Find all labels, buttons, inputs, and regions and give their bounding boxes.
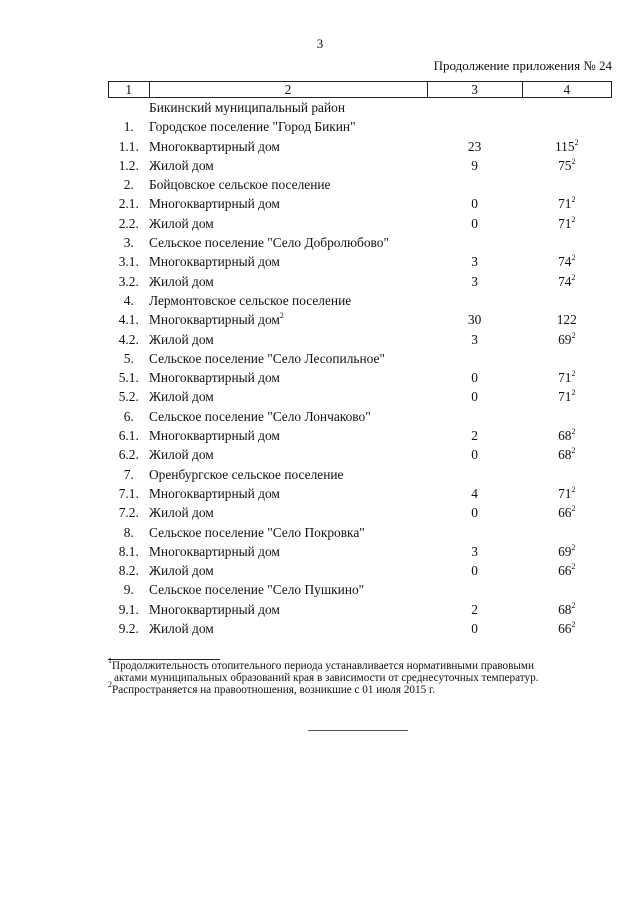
- table-row: [109, 214, 612, 233]
- row-name: Многоквартирный дом: [149, 543, 280, 559]
- row-name-cell: [149, 330, 427, 349]
- row-name: Многоквартирный дом: [149, 254, 280, 270]
- row-name: Многоквартирный дом: [149, 138, 280, 154]
- row-value-col4-cell: [522, 465, 611, 484]
- row-name-cell: [149, 407, 427, 426]
- row-value-col3: [427, 175, 522, 194]
- table-row: [109, 291, 612, 310]
- row-number: 4.2.: [118, 331, 139, 347]
- row-value-col3: 2: [471, 428, 478, 444]
- row-name: Сельское поселение "Село Лончаково": [149, 408, 371, 424]
- row-value-col4: 74: [558, 254, 572, 270]
- row-name-cell: [149, 619, 427, 638]
- row-value-col3: 2: [471, 601, 478, 617]
- row-name-cell: [149, 137, 427, 156]
- row-value-col4-cell: [522, 175, 611, 194]
- table-row: [109, 349, 612, 368]
- row-value-col3: [427, 291, 522, 310]
- row-value-footnote-mark: 2: [571, 253, 576, 263]
- footnote-1-continuation: актами муниципальных образований края в зависимости от среднесуточных температур.: [114, 672, 539, 685]
- row-value-col4-cell: [522, 349, 611, 368]
- row-value-col3: 3: [471, 254, 478, 270]
- row-name: Многоквартирный дом: [149, 601, 280, 617]
- row-name-cell: [149, 445, 427, 464]
- table-row: [109, 368, 612, 387]
- row-name-cell: [149, 310, 427, 329]
- row-value-col4-cell: [522, 600, 611, 619]
- row-number: 6.: [123, 408, 134, 424]
- footnote-2: [108, 680, 612, 697]
- row-value-col4-cell: [522, 252, 611, 271]
- row-value-col4-cell: [522, 561, 611, 580]
- row-name: Городское поселение "Город Бикин": [149, 119, 356, 135]
- row-value-col3: 23: [467, 138, 482, 154]
- district-name: Бикинский муниципальный район: [149, 100, 346, 115]
- row-name: Лермонтовское сельское поселение: [149, 292, 352, 308]
- row-value-col3: [427, 465, 522, 484]
- row-value-col4-cell: [522, 272, 611, 291]
- row-value-col4-cell: [522, 330, 611, 349]
- row-name-cell: [149, 561, 427, 580]
- table-header-row: [109, 82, 612, 98]
- row-number: 6.1.: [118, 428, 139, 444]
- row-value-col4: 75: [558, 157, 572, 173]
- row-name-cell: [149, 484, 427, 503]
- row-name-cell: [149, 175, 427, 194]
- row-value-col3: 0: [471, 505, 478, 521]
- row-number: 2.1.: [118, 196, 139, 212]
- table-row: [109, 426, 612, 445]
- row-value-col3: 3: [471, 331, 478, 347]
- row-value-col3: 3: [471, 273, 478, 289]
- row-number: 2.: [123, 177, 134, 193]
- row-value-footnote-mark: 2: [571, 330, 576, 340]
- footnote-1-line-1: Продолжительность отопительного периода устанавливается нормативными правовыми: [112, 660, 534, 672]
- row-name: Сельское поселение "Село Лесопильное": [149, 350, 385, 366]
- column-header-4: 4: [522, 82, 611, 98]
- end-separator: [308, 730, 408, 731]
- table-row: [109, 542, 612, 561]
- row-value-footnote-mark: 2: [571, 620, 576, 630]
- row-number: 3.2.: [118, 273, 139, 289]
- row-value-col4-cell: [522, 445, 611, 464]
- row-value-col4-cell: [522, 542, 611, 561]
- row-name: Сельское поселение "Село Покровка": [149, 524, 365, 540]
- annex-table: [108, 81, 612, 638]
- row-value-col4-cell: [522, 156, 611, 175]
- row-value-col4-cell: [522, 580, 611, 599]
- row-name: Жилой дом: [149, 215, 214, 231]
- row-value-col3: 0: [471, 563, 478, 579]
- row-value-col4: 71: [558, 196, 572, 212]
- row-value-col3: [427, 407, 522, 426]
- table-row: [109, 252, 612, 271]
- row-value-col4-cell: [522, 291, 611, 310]
- row-value-col4: 69: [558, 331, 572, 347]
- table-row: [109, 310, 612, 329]
- row-value-footnote-mark: 2: [571, 542, 576, 552]
- row-number: 9.2.: [118, 621, 139, 637]
- row-value-col4: 122: [556, 312, 577, 328]
- row-value-col4-cell: [522, 523, 611, 542]
- row-number: 9.1.: [118, 601, 139, 617]
- row-name-cell: [149, 194, 427, 213]
- row-value-col4: 68: [558, 601, 572, 617]
- row-name: Жилой дом: [149, 505, 214, 521]
- row-value-col3: [427, 233, 522, 252]
- district-row: [109, 98, 612, 118]
- row-value-footnote-mark: 2: [571, 600, 576, 610]
- row-value-col4: 68: [558, 428, 572, 444]
- row-value-col3: 0: [471, 621, 478, 637]
- continuation-caption: Продолжение приложения № 24: [433, 58, 612, 73]
- row-value-col3: 0: [471, 215, 478, 231]
- table-row: [109, 137, 612, 156]
- row-name-cell: [149, 426, 427, 445]
- row-number: 3.1.: [118, 254, 139, 270]
- row-number: 8.2.: [118, 563, 139, 579]
- row-name-cell: [149, 349, 427, 368]
- row-value-footnote-mark: 2: [571, 272, 576, 282]
- table-row: [109, 484, 612, 503]
- row-value-col4: 66: [558, 563, 572, 579]
- row-name-cell: [149, 580, 427, 599]
- row-value-col4-cell: [522, 426, 611, 445]
- row-value-footnote-mark: 2: [571, 388, 576, 398]
- row-value-col4-cell: [522, 619, 611, 638]
- row-name-cell: [149, 600, 427, 619]
- row-number: 4.1.: [118, 312, 139, 328]
- row-number: 4.: [123, 292, 134, 308]
- footnotes: [108, 656, 612, 697]
- row-name-footnote-mark: 2: [279, 311, 284, 321]
- row-value-col3: [427, 349, 522, 368]
- table-row: [109, 175, 612, 194]
- row-value-col4: 66: [558, 621, 572, 637]
- row-value-col4-cell: [522, 387, 611, 406]
- row-name: Сельское поселение "Село Пушкино": [149, 582, 365, 598]
- row-name-cell: [149, 465, 427, 484]
- column-header-3: 3: [427, 82, 522, 98]
- table-row: [109, 619, 612, 638]
- row-value-col3: 0: [471, 370, 478, 386]
- table-row: [109, 561, 612, 580]
- footnote-1-mark: 1: [108, 656, 112, 665]
- table-row: [109, 523, 612, 542]
- row-value-footnote-mark: 2: [571, 562, 576, 572]
- row-value-footnote-mark: 2: [571, 504, 576, 514]
- table-row: [109, 387, 612, 406]
- row-value-col3: [427, 117, 522, 136]
- row-name: Многоквартирный дом: [149, 196, 280, 212]
- row-value-col4-cell: [522, 407, 611, 426]
- row-name-cell: [149, 291, 427, 310]
- row-value-col4-cell: [522, 214, 611, 233]
- row-value-col3: 30: [467, 312, 482, 328]
- row-value-col4-cell: [522, 194, 611, 213]
- row-value-col4: 66: [558, 505, 572, 521]
- table-body: [109, 98, 612, 639]
- row-number: 1.2.: [118, 157, 139, 173]
- table-row: [109, 272, 612, 291]
- row-value-footnote-mark: 2: [571, 156, 576, 166]
- row-number: 5.: [123, 350, 134, 366]
- row-value-footnote-mark: 2: [571, 195, 576, 205]
- row-name-cell: [149, 368, 427, 387]
- table-row: [109, 407, 612, 426]
- row-name: Многоквартирный дом: [149, 485, 280, 501]
- row-name-cell: [149, 387, 427, 406]
- row-number: 7.1.: [118, 485, 139, 501]
- row-name: Жилой дом: [149, 389, 214, 405]
- row-name: Бойцовское сельское поселение: [149, 177, 331, 193]
- row-value-footnote-mark: 2: [571, 446, 576, 456]
- row-value-col3: 4: [471, 485, 478, 501]
- row-value-col4: 71: [558, 389, 572, 405]
- row-number: 2.2.: [118, 215, 139, 231]
- row-name-cell: [149, 523, 427, 542]
- table-row: [109, 194, 612, 213]
- row-value-col4: 69: [558, 543, 572, 559]
- column-header-1: 1: [109, 82, 150, 98]
- row-value-col4-cell: [522, 368, 611, 387]
- row-value-col3: 0: [471, 389, 478, 405]
- row-number: 3.: [123, 235, 134, 251]
- row-name: Оренбургское сельское поселение: [149, 466, 344, 482]
- column-header-2: 2: [149, 82, 427, 98]
- row-value-col4: 68: [558, 447, 572, 463]
- page-number: 3: [316, 36, 324, 51]
- row-value-col3: [427, 580, 522, 599]
- row-name: Жилой дом: [149, 157, 214, 173]
- table-row: [109, 600, 612, 619]
- row-number: 5.1.: [118, 370, 139, 386]
- row-name: Многоквартирный дом: [149, 428, 280, 444]
- row-value-footnote-mark: 2: [571, 427, 576, 437]
- row-value-col3: [427, 523, 522, 542]
- row-value-col3: 3: [471, 543, 478, 559]
- row-number: 8.1.: [118, 543, 139, 559]
- row-name-cell: [149, 156, 427, 175]
- row-value-footnote-mark: 2: [574, 137, 579, 147]
- table-row: [109, 330, 612, 349]
- row-value-col4-cell: [522, 484, 611, 503]
- row-number: 7.: [123, 466, 134, 482]
- row-value-footnote-mark: 2: [571, 484, 576, 494]
- footnote-1: [108, 656, 612, 672]
- row-value-col4: 115: [554, 138, 575, 154]
- table-row: [109, 156, 612, 175]
- row-value-col4: 74: [558, 273, 572, 289]
- table-row: [109, 233, 612, 252]
- row-value-col4-cell: [522, 233, 611, 252]
- row-name: Многоквартирный дом: [149, 370, 280, 386]
- row-name: Жилой дом: [149, 621, 214, 637]
- row-value-col4-cell: [522, 310, 611, 329]
- row-number: 6.2.: [118, 447, 139, 463]
- row-value-col4: 71: [558, 485, 572, 501]
- row-name: Жилой дом: [149, 331, 214, 347]
- row-number: 5.2.: [118, 389, 139, 405]
- row-number: 9.: [123, 582, 134, 598]
- row-number: 7.2.: [118, 505, 139, 521]
- row-name-cell: [149, 233, 427, 252]
- row-name: Жилой дом: [149, 563, 214, 579]
- row-name-cell: [149, 214, 427, 233]
- table-row: [109, 117, 612, 136]
- row-value-col3: 0: [471, 196, 478, 212]
- row-value-col3: 0: [471, 447, 478, 463]
- row-name: Жилой дом: [149, 273, 214, 289]
- row-number: 8.: [123, 524, 134, 540]
- table-row: [109, 465, 612, 484]
- footnote-2-mark: 2: [108, 680, 112, 690]
- row-name: Сельское поселение "Село Добролюбово": [149, 235, 389, 251]
- row-name-cell: [149, 272, 427, 291]
- row-value-col4: 71: [558, 215, 572, 231]
- row-name-cell: [149, 542, 427, 561]
- row-name: Жилой дом: [149, 447, 214, 463]
- row-name-cell: [149, 503, 427, 522]
- row-value-col3: 9: [471, 157, 478, 173]
- table-row: [109, 445, 612, 464]
- table-row: [109, 580, 612, 599]
- row-name: Многоквартирный дом: [149, 312, 280, 328]
- row-value-footnote-mark: 2: [571, 214, 576, 224]
- row-value-col4-cell: [522, 117, 611, 136]
- row-value-col4-cell: [522, 137, 611, 156]
- row-name-cell: [149, 252, 427, 271]
- row-name-cell: [149, 117, 427, 136]
- table-row: [109, 503, 612, 522]
- footnote-2-text: Распространяется на правоотношения, возникшие с 01 июля 2015 г.: [112, 684, 436, 697]
- row-number: 1.: [123, 119, 134, 135]
- row-value-footnote-mark: 2: [571, 369, 576, 379]
- row-number: 1.1.: [118, 138, 139, 154]
- row-value-col4-cell: [522, 503, 611, 522]
- row-value-col4: 71: [558, 370, 572, 386]
